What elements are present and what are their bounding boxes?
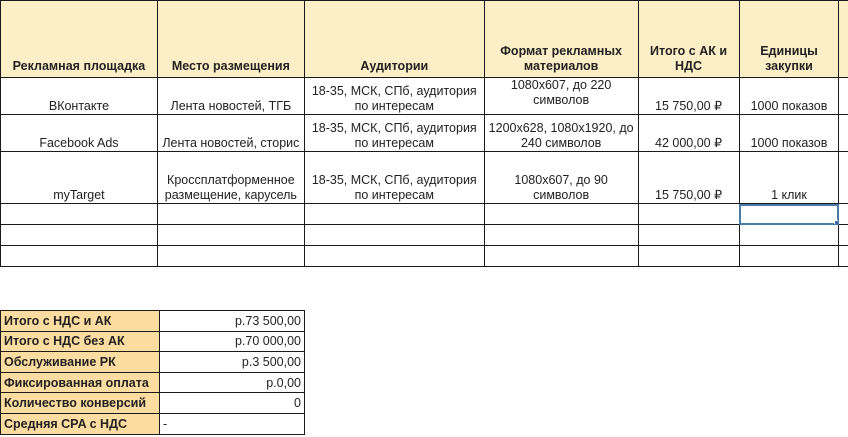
cell-total[interactable]: 42 000,00 ₽ <box>638 115 739 152</box>
empty-cell[interactable] <box>1 246 158 267</box>
empty-cell[interactable] <box>839 204 848 225</box>
cell-placement[interactable]: Лента новостей, сторис <box>157 115 304 152</box>
empty-cell[interactable] <box>304 204 484 225</box>
header-ad-format[interactable]: Формат рекламных материалов <box>484 1 638 78</box>
empty-cell[interactable] <box>157 204 304 225</box>
cell-audiences[interactable]: 18-35, МСК, СПб, аудитория по интересам <box>304 152 484 204</box>
summary-label[interactable]: Средняя CPA с НДС <box>1 413 160 434</box>
cell-audiences[interactable]: 18-35, МСК, СПб, аудитория по интересам <box>304 115 484 152</box>
header-purchase-units[interactable]: Единицы закупки <box>739 1 839 78</box>
header-extra[interactable] <box>839 1 848 78</box>
header-total-with-ak-vat[interactable]: Итого с АК и НДС <box>638 1 739 78</box>
fill-handle[interactable] <box>834 220 839 225</box>
summary-row <box>1 311 305 332</box>
summary-value[interactable]: р.73 500,00 <box>160 311 305 332</box>
cell-ad-format[interactable]: 1080x607, до 220 символов <box>484 78 638 115</box>
empty-cell[interactable] <box>638 204 739 225</box>
table-row <box>1 152 848 204</box>
empty-cell[interactable] <box>304 246 484 267</box>
summary-value[interactable]: р.3 500,00 <box>160 352 305 373</box>
table-row <box>1 115 848 152</box>
empty-cell[interactable] <box>839 225 848 246</box>
table-row <box>1 78 848 115</box>
cell-units[interactable]: 1000 показов <box>739 78 839 115</box>
cell-platform[interactable]: Facebook Ads <box>1 115 158 152</box>
summary-label[interactable]: Количество конверсий <box>1 393 160 414</box>
summary-row <box>1 413 305 434</box>
empty-cell[interactable] <box>1 204 158 225</box>
cell-audiences[interactable]: 18-35, МСК, СПб, аудитория по интересам <box>304 78 484 115</box>
summary-value[interactable]: р.0,00 <box>160 372 305 393</box>
cell-units[interactable]: 1000 показов <box>739 115 839 152</box>
empty-row <box>1 204 848 225</box>
empty-cell[interactable] <box>638 225 739 246</box>
header-audiences[interactable]: Аудитории <box>304 1 484 78</box>
summary-label[interactable]: Фиксированная оплата <box>1 372 160 393</box>
cell-units[interactable]: 1 клик <box>739 152 839 204</box>
header-row <box>1 1 848 78</box>
empty-cell[interactable] <box>157 225 304 246</box>
cell-extra[interactable] <box>839 152 848 204</box>
summary-value[interactable]: 0 <box>160 393 305 414</box>
cell-extra[interactable] <box>839 78 848 115</box>
empty-cell[interactable] <box>1 225 158 246</box>
empty-cell[interactable] <box>304 225 484 246</box>
summary-label[interactable]: Итого с НДС и АК <box>1 311 160 332</box>
summary-table <box>0 310 305 435</box>
cell-placement[interactable]: Лента новостей, ТГБ <box>157 78 304 115</box>
summary-label[interactable]: Итого с НДС без АК <box>1 331 160 352</box>
empty-cell[interactable] <box>484 204 638 225</box>
summary-row <box>1 352 305 373</box>
cell-ad-format[interactable]: 1200x628, 1080x1920, до 240 символов <box>484 115 638 152</box>
cell-platform[interactable]: ВКонтакте <box>1 78 158 115</box>
empty-cell[interactable] <box>638 246 739 267</box>
cell-placement[interactable]: Кроссплатформенное размещение, карусель <box>157 152 304 204</box>
cell-total[interactable]: 15 750,00 ₽ <box>638 78 739 115</box>
empty-cell[interactable] <box>839 246 848 267</box>
summary-value[interactable]: р.70 000,00 <box>160 331 305 352</box>
summary-row <box>1 393 305 414</box>
cell-platform[interactable]: myTarget <box>1 152 158 204</box>
summary-value[interactable]: - <box>160 413 305 434</box>
empty-row <box>1 225 848 246</box>
empty-cell[interactable] <box>739 246 839 267</box>
empty-row <box>1 246 848 267</box>
header-platform[interactable]: Рекламная площадка <box>1 1 158 78</box>
empty-cell[interactable] <box>484 246 638 267</box>
summary-label[interactable]: Обслуживание РК <box>1 352 160 373</box>
selected-cell[interactable] <box>739 204 839 225</box>
summary-row <box>1 372 305 393</box>
cell-ad-format[interactable]: 1080x607, до 90 символов <box>484 152 638 204</box>
header-placement[interactable]: Место размещения <box>157 1 304 78</box>
empty-cell[interactable] <box>157 246 304 267</box>
cell-extra[interactable] <box>839 115 848 152</box>
cell-total[interactable]: 15 750,00 ₽ <box>638 152 739 204</box>
summary-row <box>1 331 305 352</box>
empty-cell[interactable] <box>739 225 839 246</box>
empty-cell[interactable] <box>484 225 638 246</box>
